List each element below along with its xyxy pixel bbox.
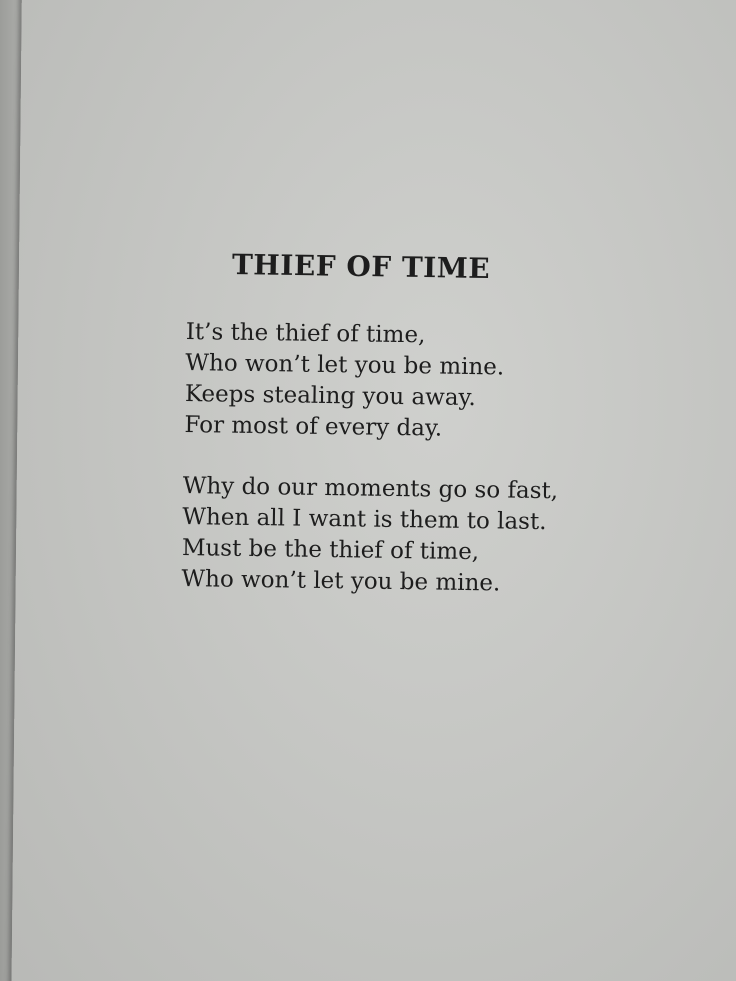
poem-line: It’s the thief of time,: [185, 318, 426, 349]
poem-line: Who won’t let you be mine.: [185, 349, 505, 381]
stanza-1: [184, 317, 505, 445]
poem-title: THIEF OF TIME: [231, 248, 491, 286]
poem-line: For most of every day.: [184, 411, 443, 442]
poem-line: Who won’t let you be mine.: [181, 565, 501, 597]
poem-line: Must be the thief of time,: [181, 534, 480, 566]
poem-line: Keeps stealing you away.: [184, 380, 476, 412]
poem-line: Why do our moments go so fast,: [182, 472, 559, 505]
poem-line: When all I want is them to last.: [182, 503, 547, 536]
stanza-2: [181, 471, 558, 600]
